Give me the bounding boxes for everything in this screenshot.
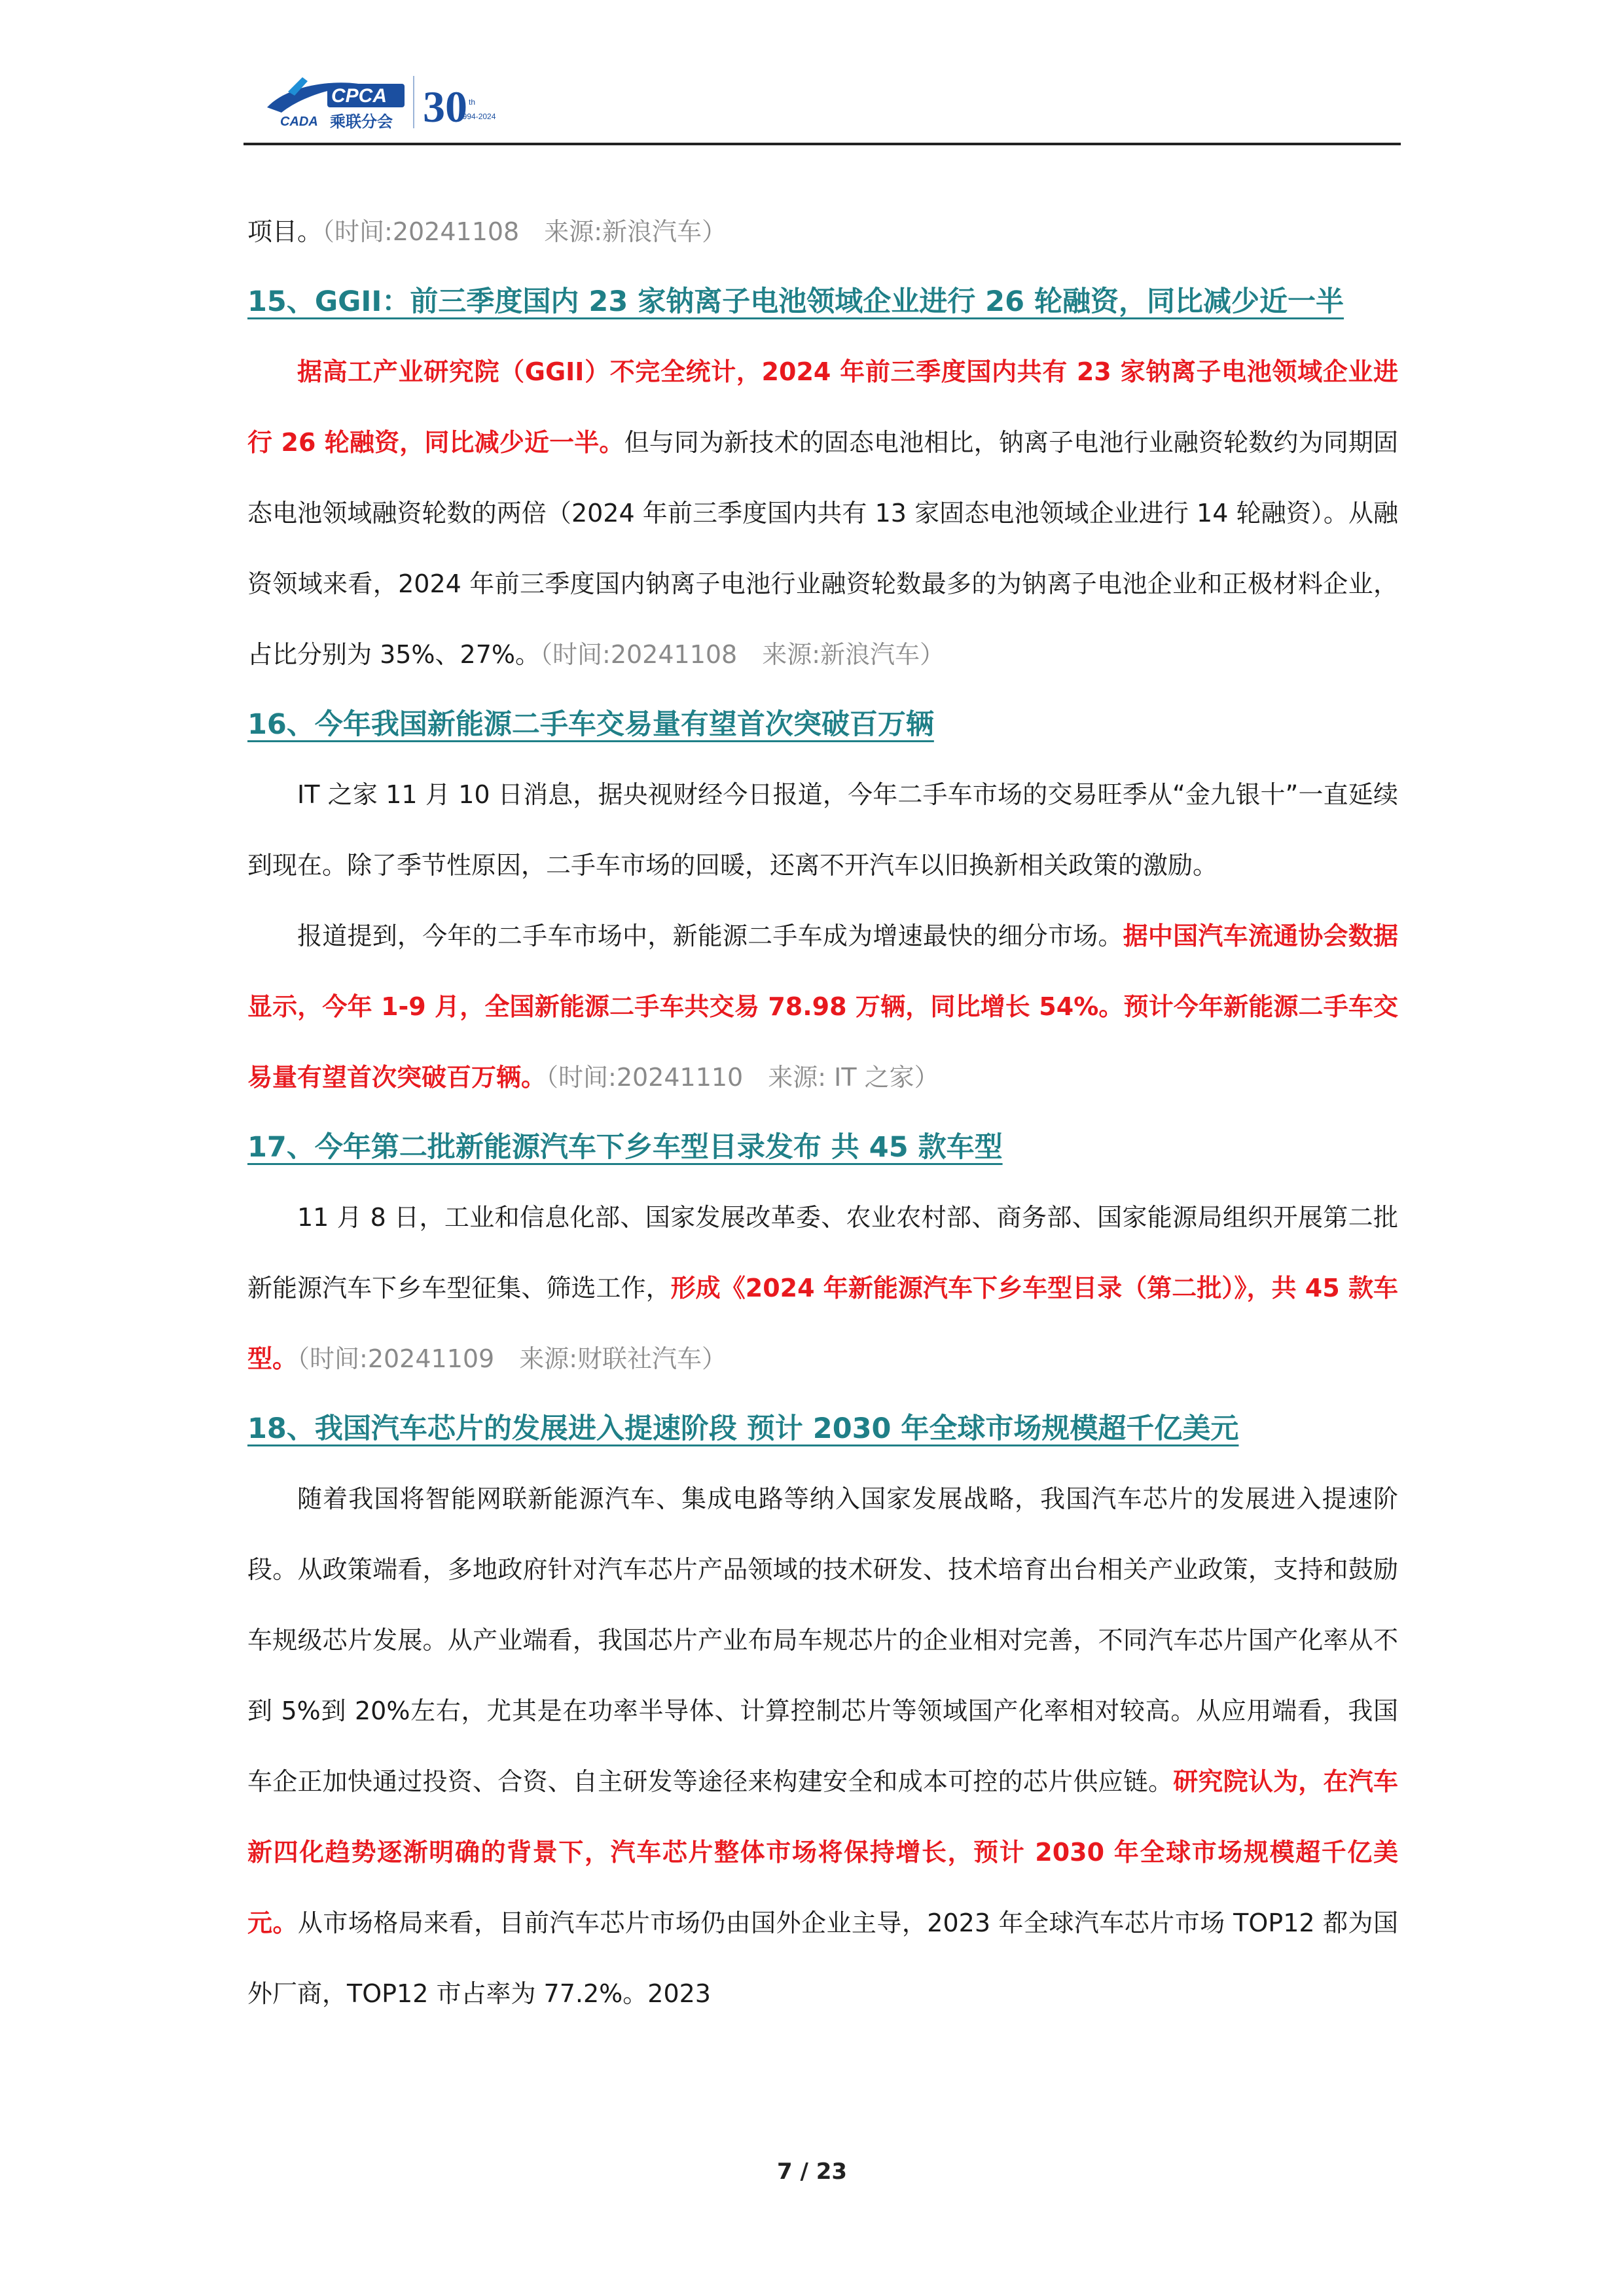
body-text: 但与同为新技术的固态电池相比，钠离子电池行业融资轮数约为同期固态电池领域融资轮数的两倍（2024 年前三季度国内共有 13 家固态电池领域企业进行 14 轮融资）。从融资领域来看，2024 年前三季度国内钠离子电池行业融资轮数最多的为钠离子电池企业和正极材料企业，占比分别为 35%、27%。 [247,428,1398,669]
article-body [247,196,1398,2029]
section-heading [247,1394,1398,1463]
highlight-text: 形成《2024 年新能源汽车下乡车型目录（第二批）》，共 45 款车型。 [247,1274,1398,1373]
body-text: 报道提到，今年的二手车市场中，新能源二手车成为增速最快的细分市场。 [297,922,1123,950]
section-heading [247,1113,1398,1182]
anniversary-years: 1994-2024 [458,112,496,121]
cada-text: CADA [280,115,318,129]
body-text: 随着我国将智能网联新能源汽车、集成电路等纳入国家发展战略，我国汽车芯片的发展进入提速阶段。从政策端看，多地政府针对汽车芯片产品领域的技术研发、技术培育出台相关产业政策，支持和鼓励车规级芯片发展。从产业端看，我国芯片产业布局车规芯片的企业相对完善，不同汽车芯片国产化率从不到 5%到 20%左右，尤其是在功率半导体、计算控制芯片等领域国产化率相对较高。从应用端看，我国车企正加快通过投资、合资、自主研发等途径来构建安全和成本可控的芯片供应链。 [247,1484,1398,1796]
source-note: （时间:20241110 来源: IT 之家） [546,1063,939,1092]
section-heading-text: 17、今年第二批新能源汽车下乡车型目录发布 共 45 款车型 [247,1131,1003,1164]
cpca-text: CPCA [331,85,388,107]
section-heading-text: 18、我国汽车芯片的发展进入提速阶段 预计 2030 年全球市场规模超千亿美元 [247,1412,1239,1445]
page-number: 7 / 23 [776,2159,848,2185]
paragraph [247,196,1398,267]
body-text: IT 之家 11 月 10 日消息，据央视财经今日报道，今年二手车市场的交易旺季从“金九银十”一直延续到现在。除了季节性原因，二手车市场的回暖，还离不开汽车以旧换新相关政策的激励。 [247,780,1398,880]
highlight-text: 研究院认为，在汽车新四化趋势逐渐明确的背景下，汽车芯片整体市场将保持增长，预计 2030 年全球市场规模超千亿美元。 [247,1767,1398,1937]
source-note: （时间:20241109 来源:财联社汽车） [297,1344,727,1373]
body-text: 从市场格局来看，目前汽车芯片市场仍由国外企业主导，2023 年全球汽车芯片市场 TOP12 都为国外厂商，TOP12 市占率为 77.2%。2023 [247,1909,1398,2008]
paragraph [247,901,1398,1113]
highlight-text: 据高工产业研究院（GGII）不完全统计，2024 年前三季度国内共有 23 家钠离子电池领域企业进行 26 轮融资，同比减少近一半。 [247,357,1398,457]
section-heading-text: 15、GGII：前三季度国内 23 家钠离子电池领域企业进行 26 轮融资，同比减少近一半 [247,285,1344,318]
source-note: （时间:20241108 来源:新浪汽车） [540,640,945,669]
section-heading-text: 16、今年我国新能源二手车交易量有望首次突破百万辆 [247,708,934,741]
header-divider [244,143,1401,145]
paragraph [247,759,1398,901]
anniversary-number: 30 [423,82,467,132]
paragraph [247,1463,1398,2029]
anniversary-suffix: th [469,98,476,107]
cpca-chinese-text: 乘联分会 [330,113,393,131]
paragraph [247,336,1398,690]
header-logo [262,65,550,137]
paragraph [247,1182,1398,1394]
section-heading [247,690,1398,759]
highlight-text: 据中国汽车流通协会数据显示，今年 1-9 月，全国新能源二手车共交易 78.98 万辆，同比增长 54%。预计今年新能源二手车交易量有望首次突破百万辆。 [247,922,1398,1092]
section-heading [247,267,1398,336]
body-text: 11 月 8 日，工业和信息化部、国家发展改革委、农业农村部、商务部、国家能源局组织开展第二批新能源汽车下乡车型征集、筛选工作， [247,1203,1398,1302]
body-text: 项目。 [247,217,323,246]
source-note: （时间:20241108 来源:新浪汽车） [322,217,727,246]
cpca-logo-graphic [262,65,550,137]
